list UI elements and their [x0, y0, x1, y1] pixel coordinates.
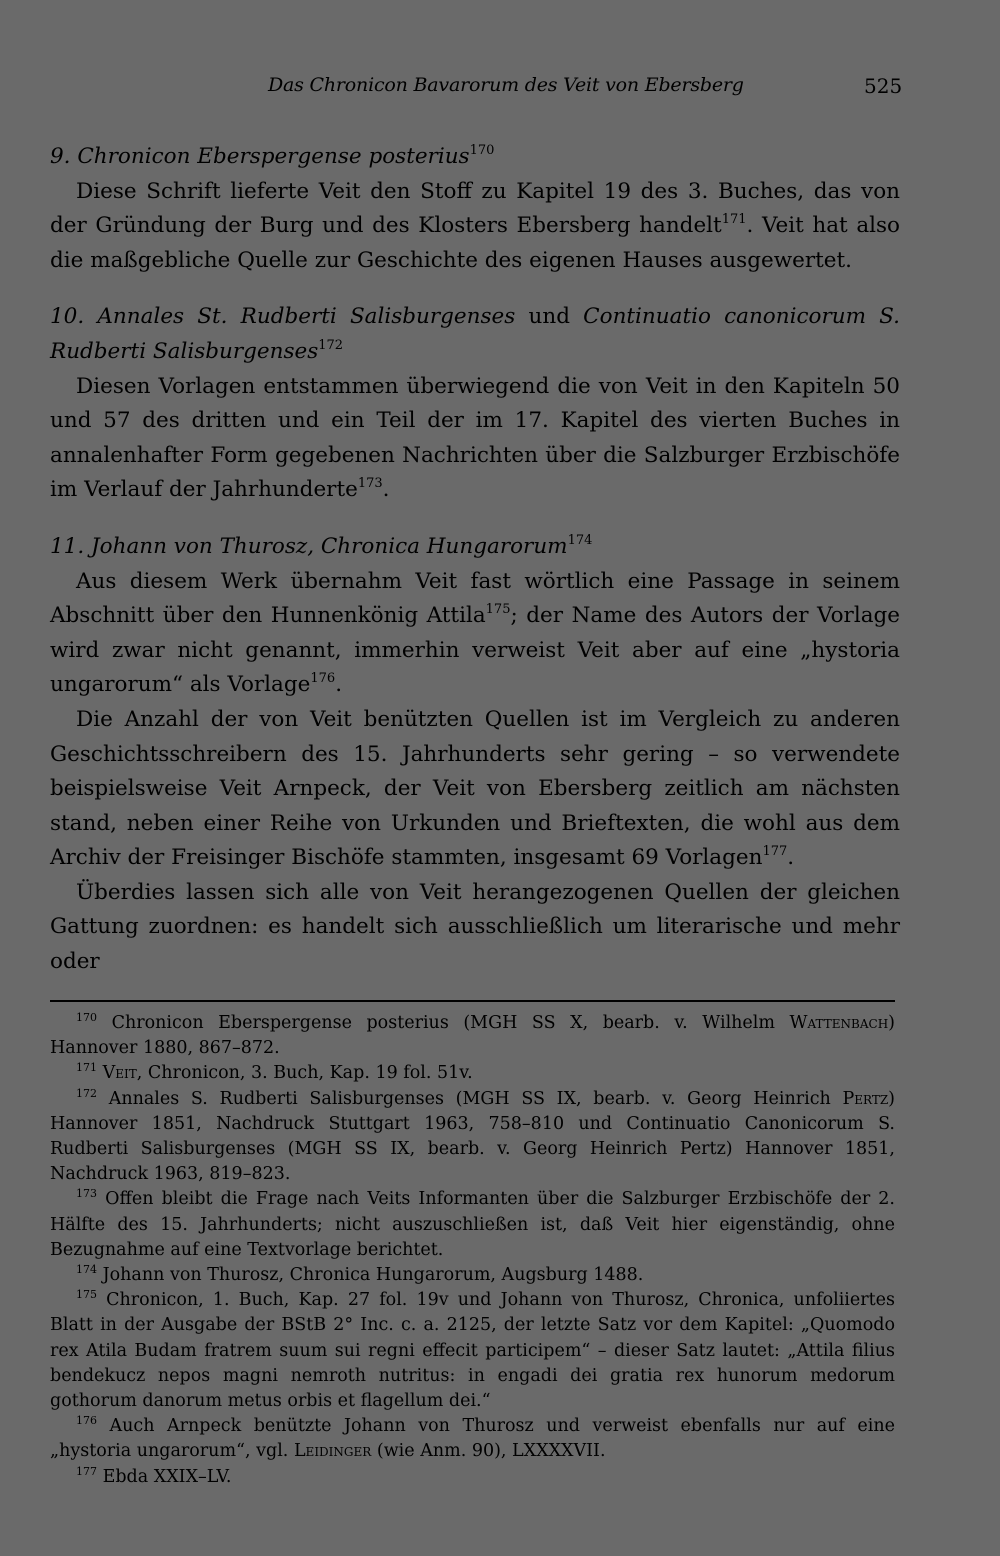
section-10 — [50, 300, 900, 508]
section-conjunction: und — [528, 304, 570, 330]
section-number: 11. — [50, 533, 85, 559]
paragraph: Überdies lassen sich alle von Veit herangezogenen Quellen der gleichen Gattung zuordnen: es handelt sich ausschließlich um literarische und mehr oder — [50, 879, 900, 975]
footnote: $^{172}$ Annales S. Rudberti Salisburgenses (MGH SS IX, bearb. v. Georg Heinrich Pertz) Hannover 1851, Nachdruck Stuttgart 1963, 758–810 und Continuatio Canonicorum S. Rudberti Salisburgenses (MGH SS IX, bearb. v. Georg Heinrich Pertz) Hannover 1851, Nachdruck 1963, 819–823. — [50, 1086, 895, 1185]
section-title-2: Continuatio canonicorum S. Rudberti Salisburgenses — [50, 304, 900, 364]
footnote: $^{170}$ Chronicon Eberspergense posterius (MGH SS X, bearb. v. Wilhelm Wattenbach) Hannover 1880, 867–872. — [50, 1011, 895, 1059]
footnote-ref: 175 — [485, 602, 511, 618]
footnote-rule — [50, 1000, 895, 1002]
paragraph: Aus diesem Werk übernahm Veit fast wörtlich eine Passage in seinem Abschnitt über den Hunnenkönig Attila$^{175}$; der Name des Autors der Vorlage wird zwar nicht genannt, immerhin verweist Veit aber auf eine „hystoria ungarorum“ als Vorlage$^{176}$. — [50, 568, 900, 698]
footnote: $^{171}$ Veit, Chronicon, 3. Buch, Kap. 19 fol. 51v. — [76, 1061, 473, 1084]
footnote: $^{174}$ Johann von Thurosz, Chronica Hungarorum, Augsburg 1488. — [76, 1263, 644, 1286]
page-number: 525 — [864, 74, 903, 98]
section-number: 10. — [50, 304, 85, 330]
section-11 — [50, 530, 900, 980]
section-heading — [50, 300, 900, 369]
section-title: Annales St. Rudberti Salisburgenses — [97, 304, 516, 330]
section-heading — [50, 140, 900, 175]
footnote-ref: 176 — [310, 671, 336, 687]
section-number: 9. — [50, 144, 71, 169]
footnote-ref: 173 — [357, 476, 383, 492]
paragraph: Die Anzahl der von Veit benützten Quellen ist im Vergleich zu anderen Geschichtsschreibern des 15. Jahrhunderts sehr gering – so verwendete beispielsweise Veit Arnpeck, der Veit von Ebersberg zeitlich am nächsten stand, neben einer Reihe von Urkunden und Brieftexten, die wohl aus dem Archiv der Freisinger Bischöfe stammten, insgesamt 69 Vorlagen$^{177}$. — [50, 706, 900, 871]
footnotes — [50, 1011, 895, 1490]
running-title: Das Chronicon Bavarorum des Veit von Ebersberg — [268, 74, 744, 96]
paragraph: Diese Schrift lieferte Veit den Stoff zu Kapitel 19 des 3. Buches, das von der Gründung der Burg und des Klosters Ebersberg handelt$^{171}$. Veit hat also die maßgebliche Quelle zur Geschichte des eigenen Hauses ausgewertet. — [50, 178, 900, 273]
running-head — [0, 74, 1000, 104]
footnote-ref: 171 — [721, 212, 747, 228]
footnote-ref: 170 — [469, 143, 495, 158]
footnote-ref: 177 — [762, 844, 788, 860]
main-text — [50, 140, 900, 1002]
section-9 — [50, 140, 900, 278]
footnote: $^{173}$ Offen bleibt die Frage nach Veits Informanten über die Salzburger Erzbischöfe der 2. Hälfte des 15. Jahrhunderts; nicht auszuschließen ist, daß Veit hier eigenständig, ohne Bezugnahme auf eine Textvorlage berichtet. — [50, 1187, 895, 1260]
footnote-ref: 174 — [567, 532, 593, 548]
section-title: Johann von Thurosz, Chronica Hungarorum — [91, 533, 568, 559]
footnote: $^{177}$ Ebda XXIX–LV. — [76, 1464, 232, 1487]
paragraph: Diesen Vorlagen entstammen überwiegend die von Veit in den Kapiteln 50 und 57 des dritten und ein Teil der im 17. Kapitel des vierten Buches in annalenhafter Form gegebenen Nachrichten über die Salzburger Erzbischöfe im Verlauf der Jahrhunderte$^{173}$. — [50, 373, 900, 503]
footnote: $^{176}$ Auch Arnpeck benützte Johann von Thurosz und verweist ebenfalls nur auf eine „hystoria ungarorum“, vgl. Leidinger (wie Anm. 90), LXXXXVII. — [50, 1414, 895, 1462]
footnote: $^{175}$ Chronicon, 1. Buch, Kap. 27 fol. 19v und Johann von Thurosz, Chronica, unfoliiertes Blatt in der Ausgabe der BStB 2° Inc. c. a. 2125, der letzte Satz vor dem Kapitel: „Quomodo rex Atila Budam fratrem suum sui regni effecit participem“ – dieser Satz lautet: „Attila filius bendekucz nepos magni nemroth nutritus: in engadi dei gratia rex hunorum medorum gothorum danorum metus orbis et flagellum dei.“ — [50, 1288, 895, 1412]
footnote-ref: 172 — [318, 337, 344, 353]
section-heading — [50, 530, 900, 565]
section-title: Chronicon Eberspergense posterius — [77, 144, 470, 169]
